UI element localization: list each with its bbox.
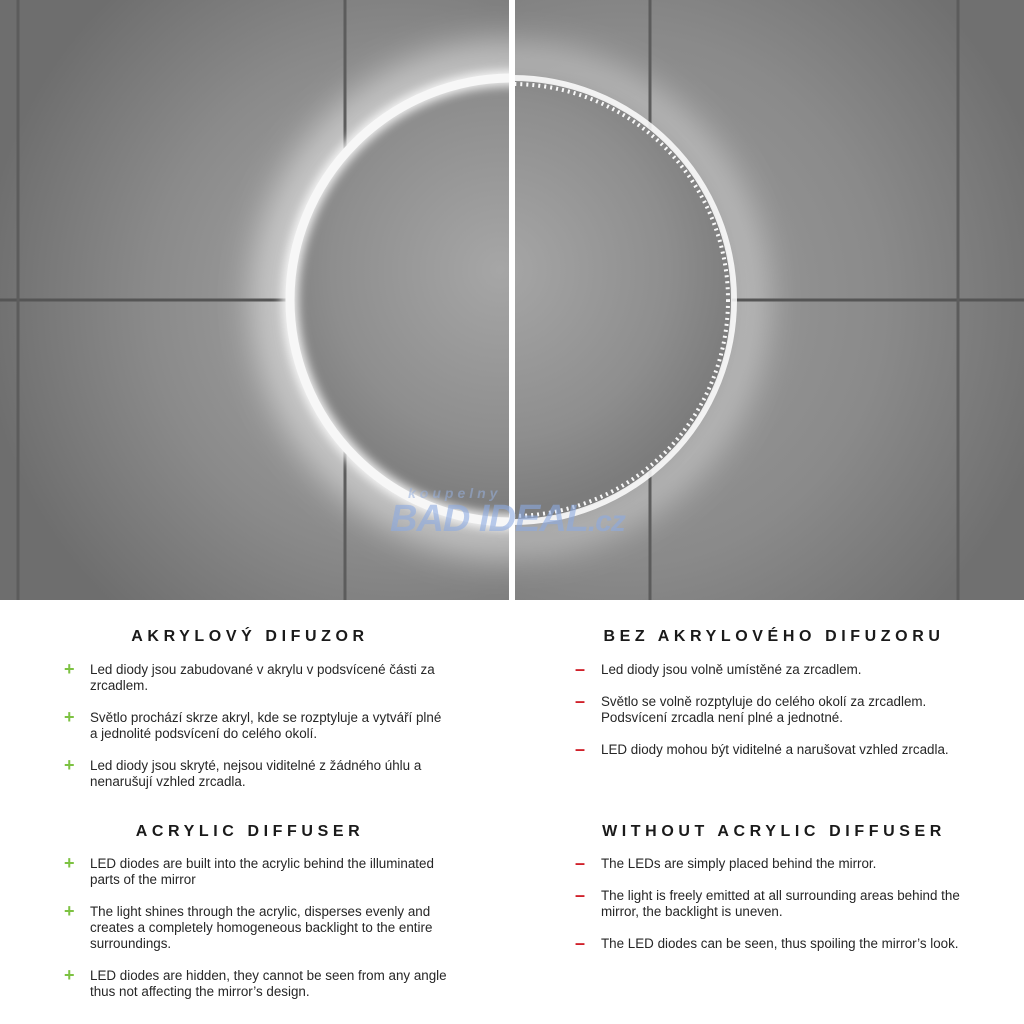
minus-icon: –: [575, 739, 586, 759]
minus-icon: –: [575, 659, 586, 679]
watermark-suffix: .cz: [587, 505, 625, 538]
list-item: + LED diodes are hidden, they cannot be seen from any angle thus not affecting the mirror’s design.: [64, 965, 447, 999]
minus-icon: –: [575, 691, 586, 711]
heading-akrylovy-difuzor: AKRYLOVÝ DIFUZOR: [131, 628, 369, 645]
minus-icon: –: [575, 885, 586, 905]
list-item: + Světlo prochází skrze akryl, kde se rozptyluje a vytváří plné a jednolité podsvícení do celého okolí.: [64, 707, 442, 741]
list-item: + LED diodes are built into the acrylic behind the illuminated parts of the mirror: [64, 853, 434, 887]
minus-icon: –: [575, 933, 586, 953]
list-item: + Led diody jsou zabudované v akrylu v podsvícené části za zrcadlem.: [64, 659, 435, 693]
list-item: – The LEDs are simply placed behind the mirror.: [575, 853, 877, 873]
plus-icon: +: [64, 901, 75, 921]
plus-icon: +: [64, 707, 75, 727]
plus-icon: +: [64, 659, 75, 679]
heading-acrylic-diffuser: ACRYLIC DIFFUSER: [135, 823, 365, 840]
plus-icon: +: [64, 853, 75, 873]
heading-without-acrylic-diffuser: WITHOUT ACRYLIC DIFFUSER: [602, 823, 946, 840]
list-item: – The light is freely emitted at all surrounding areas behind the mirror, the backlight is uneven.: [575, 885, 960, 919]
plus-icon: +: [64, 965, 75, 985]
list-item: – Led diody jsou volně umístěné za zrcadlem.: [575, 659, 862, 679]
list-item: – LED diody mohou být viditelné a narušovat vzhled zrcadla.: [575, 739, 949, 759]
minus-icon: –: [575, 853, 586, 873]
list-item: – Světlo se volně rozptyluje do celého okolí za zrcadlem. Podsvícení zrcadla není plné a jednotné.: [575, 691, 927, 725]
heading-bez-akryloveho-difuzoru: BEZ AKRYLOVÉHO DIFUZORU: [603, 628, 945, 645]
watermark-tagline: koupelny: [408, 485, 502, 501]
list-item: + Led diody jsou skryté, nejsou viditelné z žádného úhlu a nenarušují vzhled zrcadla.: [64, 755, 422, 789]
watermark-brand: BAD IDEAL: [390, 498, 588, 540]
list-item: + The light shines through the acrylic, disperses evenly and creates a completely homogeneous backlight to the entire surroundings.: [64, 901, 433, 951]
list-item: – The LED diodes can be seen, thus spoiling the mirror’s look.: [575, 933, 959, 953]
watermark-logo: [390, 498, 625, 541]
plus-icon: +: [64, 755, 75, 775]
